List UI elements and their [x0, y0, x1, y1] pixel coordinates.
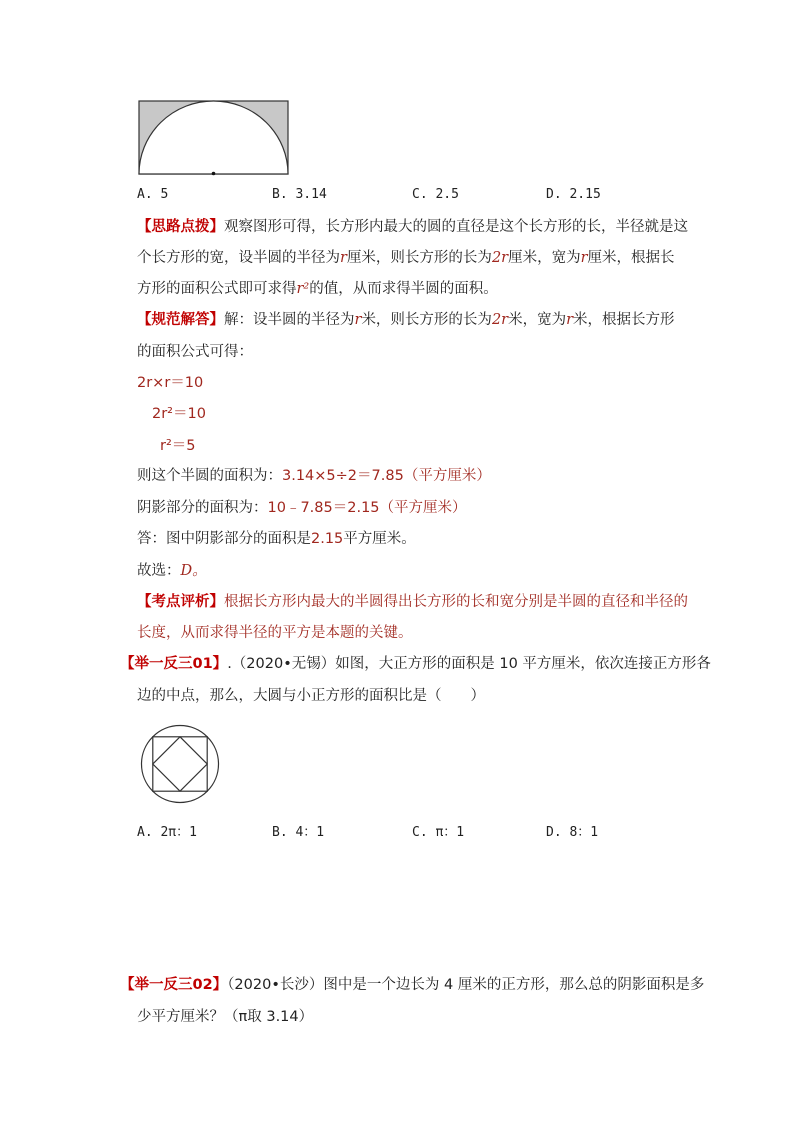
analysis-line-2: 个长方形的宽，设半圆的半径为r厘米，则长方形的长为2r厘米，宽为r厘米，根据长	[137, 250, 675, 266]
solution-line-2: 的面积公式可得：	[137, 344, 253, 360]
solution-step-2: 阴影部分的面积为：10﹣7.85＝2.15（平方厘米）	[137, 500, 467, 516]
equation-2: 2r²＝10	[152, 406, 206, 422]
evaluation-line-1: 【考点评析】根据长方形内最大的半圆得出长方形的长和宽分别是半圆的直径和半径的	[137, 594, 688, 610]
ex1-option-a: A. 2π：1	[137, 825, 197, 840]
solution-step-1: 则这个半圆的面积为：3.14×5÷2＝7.85（平方厘米）	[137, 468, 491, 484]
solution-answer: 答：图中阴影部分的面积是2.15平方厘米。	[137, 531, 416, 547]
ex1-option-d: D. 8：1	[546, 825, 599, 840]
example-1-line-2: 边的中点，那么，大圆与小正方形的面积比是（ ）	[137, 688, 485, 704]
option-d: D. 2.15	[546, 187, 601, 202]
analysis-line-1: 【思路点拨】观察图形可得，长方形内最大的圆的直径是这个长方形的长，半径就是这	[137, 219, 688, 235]
equation-3: r²＝5	[160, 438, 196, 454]
solution-tag: 【规范解答】	[137, 312, 224, 328]
ex1-option-c: C. π：1	[412, 825, 465, 840]
equation-1: 2r×r＝10	[137, 375, 204, 391]
evaluation-line-2: 长度，从而求得半径的平方是本题的关键。	[137, 625, 413, 641]
example-1-line-1: 【举一反三01】.（2020•无锡）如图，大正方形的面积是 10 平方厘米，依次连接正方形各	[120, 656, 711, 672]
analysis-line-3: 方形的面积公式即可求得r²的值，从而求得半圆的面积。	[137, 281, 498, 297]
example-2-line-2: 少平方厘米？（π取 3.14）	[137, 1009, 314, 1025]
solution-choice: 故选：D。	[137, 563, 207, 579]
analysis-tag: 【思路点拨】	[137, 219, 224, 235]
ex1-option-b: B. 4：1	[272, 825, 325, 840]
small-square	[153, 737, 207, 791]
big-square	[153, 737, 207, 791]
circle-square-figure	[139, 723, 221, 805]
evaluation-tag: 【考点评析】	[137, 594, 224, 610]
option-a: A. 5	[137, 187, 169, 202]
example-2-line-1: 【举一反三02】（2020•长沙）图中是一个边长为 4 厘米的正方形，那么总的阴影面积是多	[120, 977, 705, 993]
example-2-tag: 【举一反三02】	[120, 977, 228, 993]
solution-line-1: 【规范解答】解：设半圆的半径为r米，则长方形的长为2r米，宽为r米，根据长方形	[137, 312, 675, 328]
example-1-tag: 【举一反三01】	[120, 656, 228, 672]
center-point	[212, 172, 216, 176]
option-c: C. 2.5	[412, 187, 459, 202]
option-b: B. 3.14	[272, 187, 327, 202]
semicircle-rectangle-figure	[137, 99, 291, 177]
